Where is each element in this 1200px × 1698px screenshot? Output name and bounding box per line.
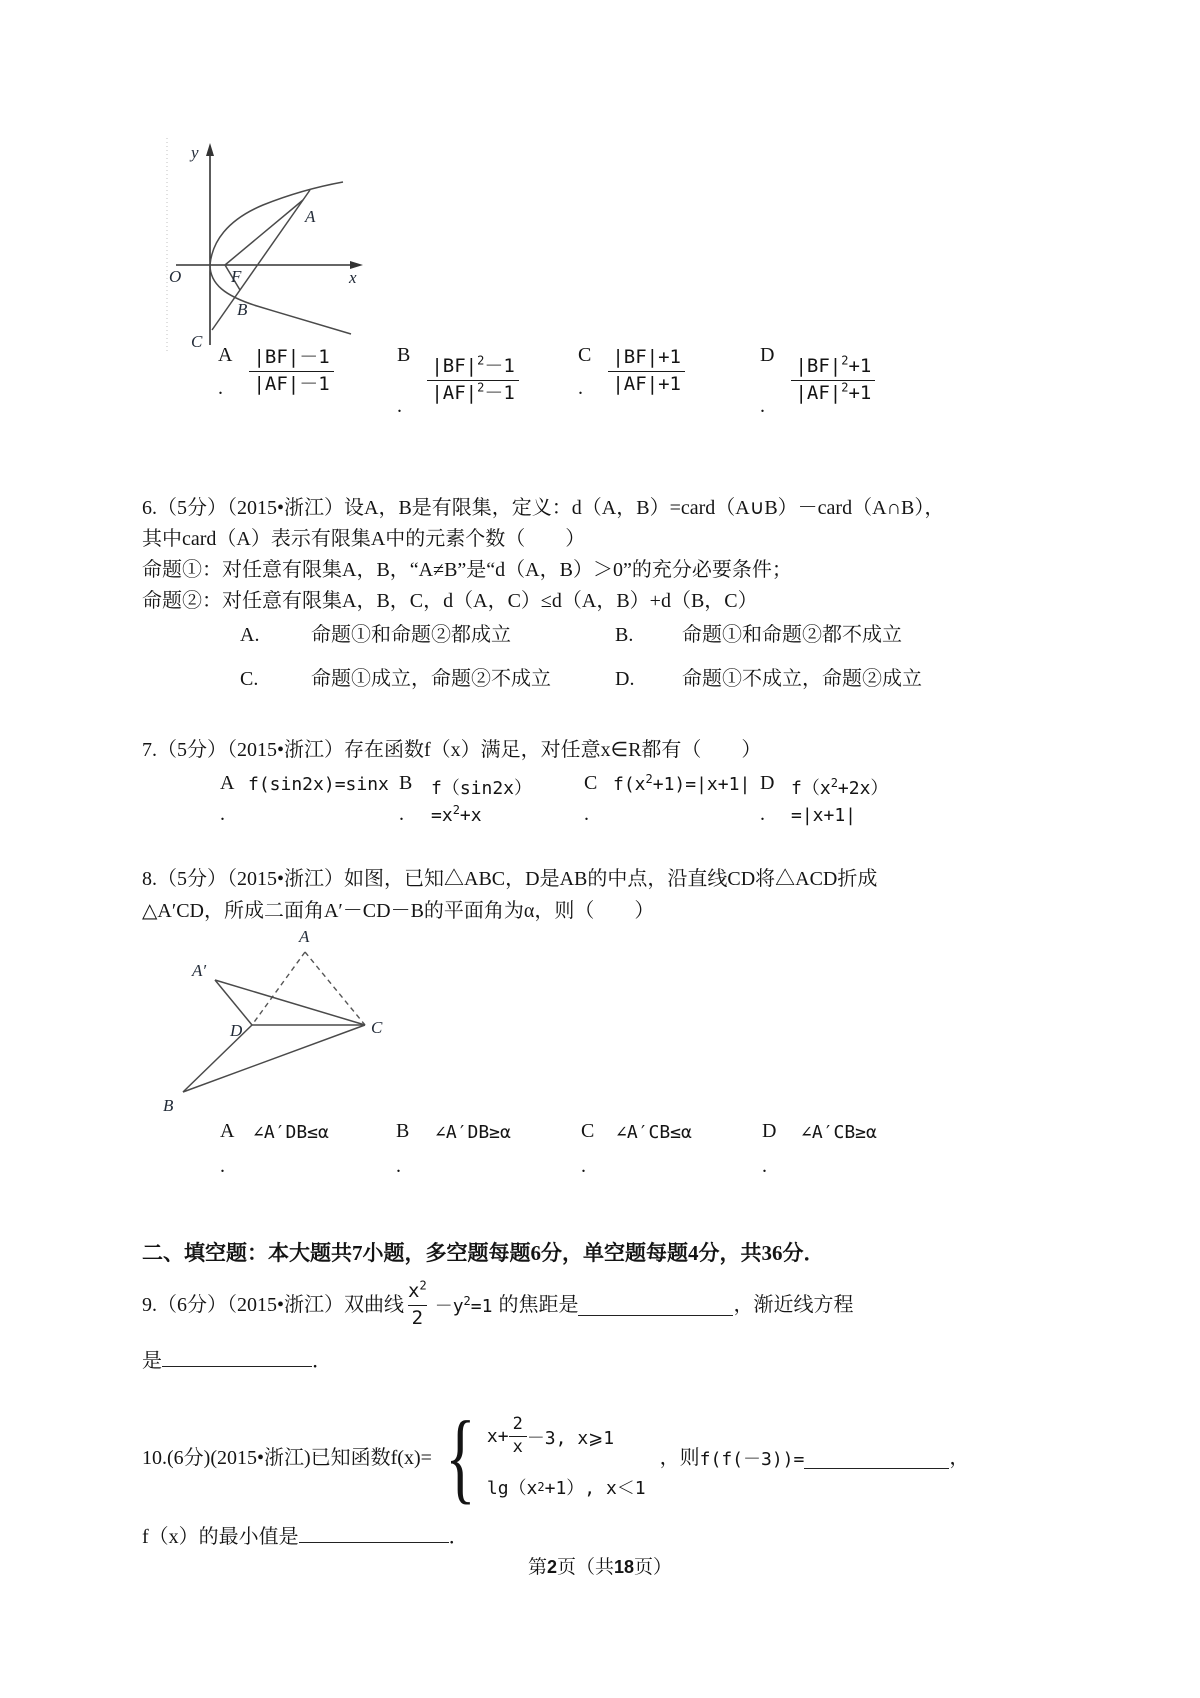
q10-stem: 10.(6分)(2015•浙江)已知函数f(x)= xyxy=(142,1446,432,1469)
fraction xyxy=(249,347,333,396)
point-label-B: B xyxy=(237,300,248,319)
q8-option-b-text: ∠A′DB≥α xyxy=(435,1122,511,1143)
segment-A1D xyxy=(215,980,252,1025)
fraction xyxy=(791,353,875,405)
point-label-A: A xyxy=(305,207,316,226)
q9-line1 xyxy=(142,1272,853,1338)
denominator: |AF|－1 xyxy=(249,371,333,396)
numerator: $|BF|^2+1$ xyxy=(795,353,872,377)
blank-line xyxy=(578,1295,733,1316)
point-label-C: C xyxy=(191,332,203,351)
blank-line xyxy=(162,1346,312,1367)
footer-page-number: 2 xyxy=(546,1557,557,1577)
piecewise-brace: { xyxy=(445,1401,476,1515)
q8-option-c-text: ∠A′CB≤α xyxy=(616,1122,692,1143)
q9-text-1: 的焦距是 xyxy=(498,1293,579,1316)
q9-equation-rest: $-y^2=1$ xyxy=(434,1294,493,1317)
q6-line1: 6.（5分）（2015•浙江）设A，B是有限集，定义：d（A，B）=card（A∪B）－card（A∩B）， xyxy=(142,497,945,519)
q5-option-b xyxy=(397,342,519,418)
q10-fraction: $\frac{2}{x}$ xyxy=(509,1416,527,1457)
q7-option-c-letter: C xyxy=(584,772,598,794)
q7-option-a-dot: . xyxy=(220,803,225,825)
q6-option-d-text: 命题①不成立，命题②成立 xyxy=(682,668,922,690)
q8-option-c-letter: C xyxy=(581,1120,595,1142)
q8-option-b-letter: B xyxy=(396,1120,410,1142)
q6-line2: 其中card（A）表示有限集A中的元素个数（ ） xyxy=(142,528,586,550)
option-letter: B xyxy=(397,344,411,366)
q10-comma: ， xyxy=(949,1446,970,1469)
point-label-F: F xyxy=(231,267,242,286)
dashed-AC xyxy=(305,952,365,1025)
q10-line2: f（x）的最小值是 ． xyxy=(142,1522,469,1551)
option-letter: D xyxy=(760,344,775,366)
q6-option-b-letter: B. xyxy=(615,624,634,646)
q5-option-c xyxy=(578,342,685,400)
segment-BC xyxy=(183,1025,365,1092)
blank-line xyxy=(804,1448,949,1469)
q7-option-c-dot: . xyxy=(584,803,589,825)
q8-line2: △A′CD，所成二面角A′－CD－B的平面角为α，则（ ） xyxy=(142,900,655,922)
q8-option-d-letter: D xyxy=(762,1120,777,1142)
point-label-A-prime: A′ xyxy=(192,961,207,980)
q8-option-d-text: ∠A′CB≥α xyxy=(801,1122,877,1143)
q7-option-b-formula: f（sin2x） xyxy=(431,778,533,799)
q5-option-a xyxy=(218,342,334,400)
q6-option-d-letter: D. xyxy=(615,668,635,690)
q6-statement-1: 命题①：对任意有限集A，B，“A≠B”是“d（A，B）＞0”的充分必要条件； xyxy=(142,559,792,581)
fraction xyxy=(608,347,685,396)
q8-option-a-letter: A xyxy=(220,1120,235,1142)
section-2-heading: 二、填空题：本大题共7小题，多空题每题6分，单空题每题4分，共36分． xyxy=(142,1241,825,1265)
figure-parabola xyxy=(163,138,365,353)
q7-option-a-letter: A xyxy=(220,772,235,794)
q6-option-c-letter: C. xyxy=(240,668,259,690)
denominator: $|AF|^2+1$ xyxy=(791,380,875,405)
numerator: $|BF|^2-1$ xyxy=(431,353,515,377)
footer-total-pages: 18 xyxy=(614,1557,635,1577)
option-dot: . xyxy=(218,377,223,399)
q6-option-a-text: 命题①和命题②都成立 xyxy=(311,624,511,646)
segment-A1C xyxy=(215,980,365,1025)
q6-option-c-text: 命题①成立，命题②不成立 xyxy=(311,668,551,690)
denominator: $|AF|^2-1$ xyxy=(427,380,518,405)
q8-line1: 8.（5分）（2015•浙江）如图，已知△ABC，D是AB的中点，沿直线CD将△ACD折成 xyxy=(142,868,878,890)
q8-option-d-dot: . xyxy=(762,1155,767,1177)
piecewise-row-1: x+ $\frac{2}{x}$ －3, x⩾1 xyxy=(486,1414,615,1457)
q8-option-a-text: ∠A′DB≤α xyxy=(253,1122,329,1143)
page-footer: 第2页（共18页） xyxy=(527,1557,673,1578)
point-label-A: A xyxy=(299,927,310,946)
q8-option-a-dot: . xyxy=(220,1155,225,1177)
q7-stem: 7.（5分）（2015•浙江）存在函数f（x）满足，对任意x∈R都有（ ） xyxy=(142,739,762,761)
point-label-B: B xyxy=(163,1096,174,1115)
point-label-O: O xyxy=(169,267,182,286)
numerator: |BF|－1 xyxy=(253,345,330,368)
line-CBA xyxy=(212,190,310,330)
q9-fraction: $x^2$ 2 xyxy=(408,1278,427,1329)
q9-line2: 是 ． xyxy=(142,1346,332,1375)
q10-then-text: ，则 xyxy=(659,1446,700,1469)
q9-stem: 9.（6分）（2015•浙江）双曲线 xyxy=(142,1293,405,1316)
q7-option-b-dot: . xyxy=(399,803,404,825)
q7-option-a-formula: f(sin2x)=sinx xyxy=(248,774,389,795)
q7-option-d-letter: D xyxy=(760,772,775,794)
q5-option-d xyxy=(760,342,875,418)
numerator: |BF|+1 xyxy=(612,345,681,368)
y-axis-arrow xyxy=(206,143,214,156)
option-dot: . xyxy=(578,377,583,399)
option-dot: . xyxy=(397,395,402,417)
q8-option-c-dot: . xyxy=(581,1155,586,1177)
q6-option-b-text: 命题①和命题②都不成立 xyxy=(682,624,902,646)
point-label-C: C xyxy=(371,1018,383,1037)
q6-option-a-letter: A. xyxy=(240,624,260,646)
q7-option-c-formula: $f(x^2+1)=|x+1|$ xyxy=(613,772,751,795)
q9-text-2: ，渐近线方程 xyxy=(733,1293,854,1316)
piecewise-rows xyxy=(487,1416,646,1500)
option-letter: C xyxy=(578,344,592,366)
piecewise-row-2: lg（x 2 +1）, x＜1 xyxy=(486,1477,646,1499)
q10-main xyxy=(142,1403,969,1513)
blank-line xyxy=(299,1522,449,1543)
fraction xyxy=(427,353,518,405)
q10-ff-formula: f(f(－3))= xyxy=(699,1449,805,1470)
q7-option-d-formula: $f(x^2+2x)$ xyxy=(791,776,889,799)
option-letter: A xyxy=(218,344,233,366)
q7-option-d-formula-2: =|x+1| xyxy=(791,805,857,826)
axis-label-y: y xyxy=(191,143,199,162)
q7-option-d-dot: . xyxy=(760,803,765,825)
axis-label-x: x xyxy=(349,268,357,287)
dashed-AD xyxy=(252,952,305,1025)
figure-folded-triangle xyxy=(158,920,398,1120)
parabola-upper-branch xyxy=(210,182,343,265)
option-dot: . xyxy=(760,395,765,417)
denominator: |AF|+1 xyxy=(608,371,685,396)
q8-option-b-dot: . xyxy=(396,1155,401,1177)
q6-statement-2: 命题②：对任意有限集A，B，C，d（A，C）≤d（A，B）+d（B，C） xyxy=(142,590,758,612)
point-label-D: D xyxy=(230,1021,243,1040)
q7-option-b-letter: B xyxy=(399,772,413,794)
q7-option-b-formula-2: $=x^2+x$ xyxy=(431,803,482,826)
